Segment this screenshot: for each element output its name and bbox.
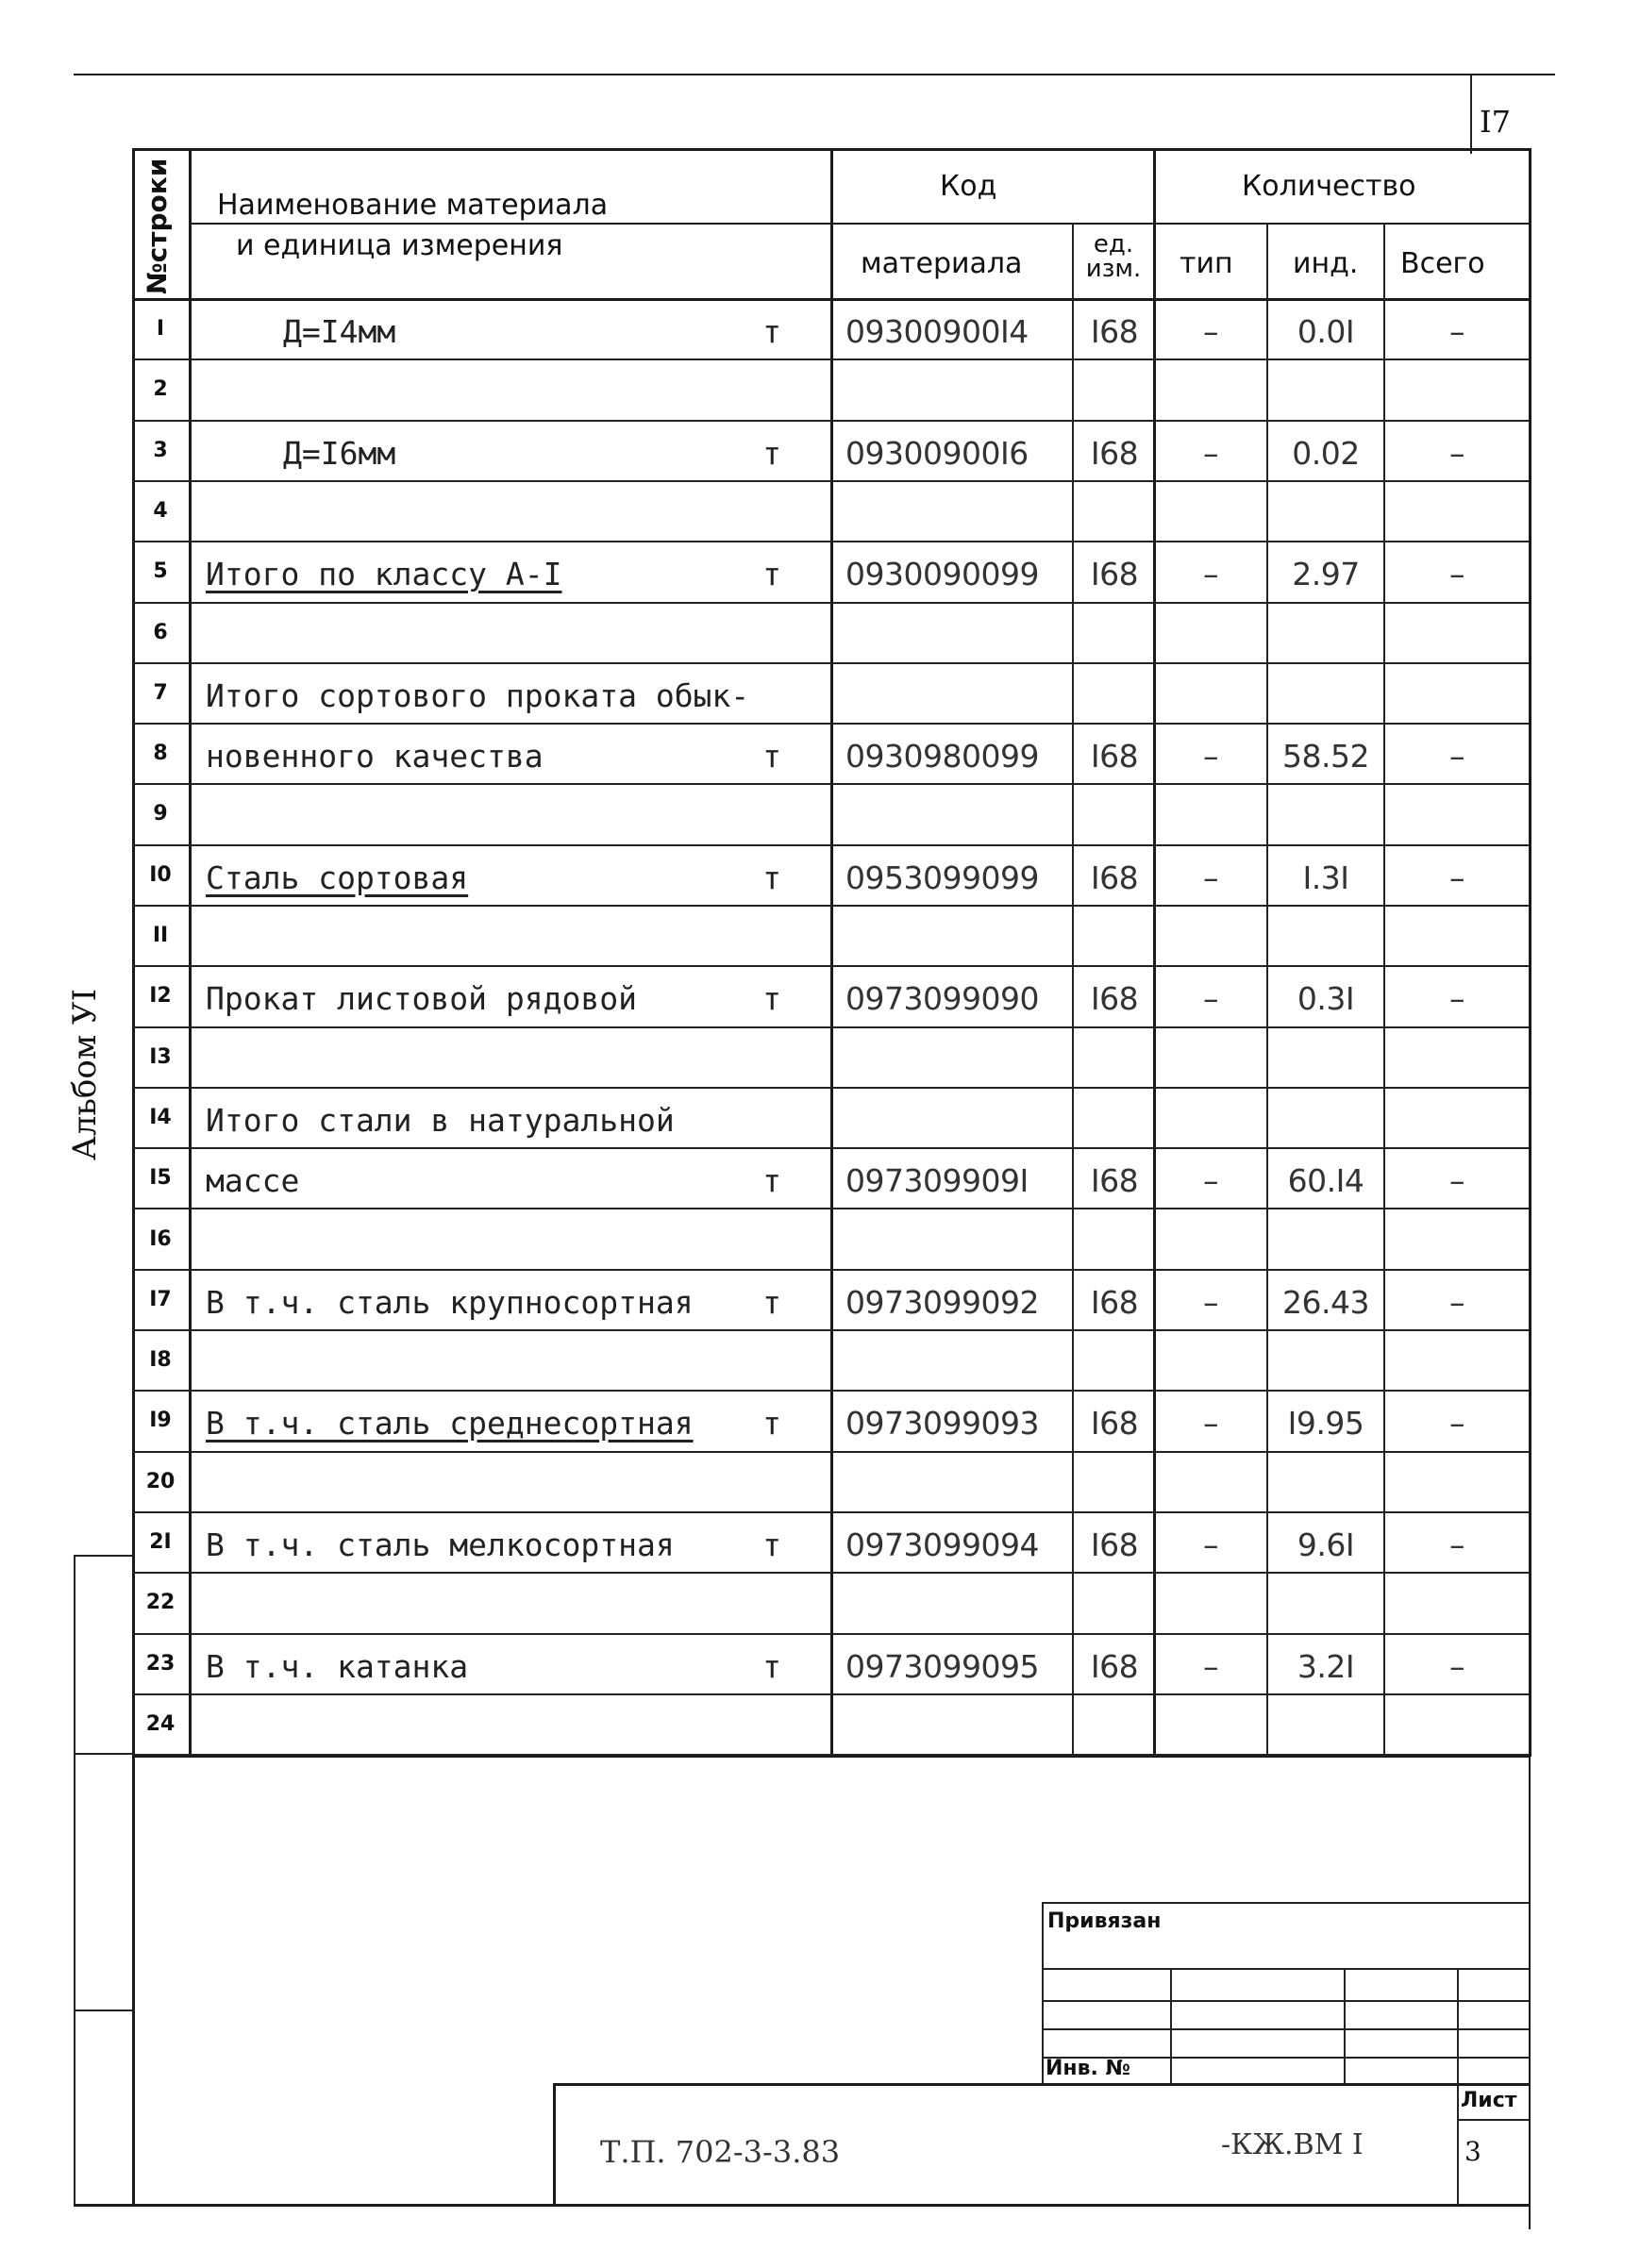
col-line-code [830, 148, 833, 1757]
ind-qty: 58.52 [1282, 738, 1369, 775]
col-line-unit [1072, 223, 1074, 1757]
row-separator [132, 359, 1529, 360]
total-qty: – [1449, 738, 1464, 775]
material-code: 0973099090 [845, 980, 1039, 1017]
side-label: Альбом УI [66, 988, 104, 1160]
header-unit-line1: ед. [1093, 230, 1134, 258]
stamp-row2 [1042, 2000, 1529, 2002]
material-code: 097309909I [845, 1162, 1029, 1199]
material-code: 0973099094 [845, 1526, 1039, 1563]
unit-code: I68 [1090, 313, 1139, 350]
unit-label: т [762, 1284, 781, 1321]
row-number: I6 [149, 1227, 172, 1251]
type-qty: – [1203, 1162, 1218, 1199]
material-code: 0973099093 [845, 1405, 1039, 1442]
row-number: 7 [153, 681, 168, 705]
total-qty: – [1449, 1284, 1464, 1321]
unit-label: т [762, 980, 781, 1017]
material-name: В т.ч. сталь крупносортная [206, 1284, 694, 1321]
unit-label: т [762, 1648, 781, 1685]
unit-label: т [762, 738, 781, 775]
row-separator [132, 1451, 1529, 1453]
ind-qty: I.3I [1302, 859, 1349, 896]
unit-label: т [762, 1405, 781, 1442]
header-ind: инд. [1293, 247, 1359, 280]
total-qty: – [1449, 980, 1464, 1017]
header-unit [1074, 232, 1153, 281]
material-name: Д=I4мм [283, 313, 396, 350]
row-number: 23 [145, 1652, 176, 1676]
total-qty: – [1449, 1162, 1464, 1199]
ind-qty: 3.2I [1297, 1648, 1355, 1685]
material-code: 0973099092 [845, 1284, 1039, 1321]
type-qty: – [1203, 1648, 1218, 1685]
unit-label: т [762, 435, 781, 472]
total-qty: – [1449, 1648, 1464, 1685]
ind-qty: 26.43 [1282, 1284, 1369, 1321]
total-qty: – [1449, 859, 1464, 896]
doc-code: Т.П. 702-3-3.83 [600, 2134, 841, 2170]
row-separator [132, 1572, 1529, 1574]
row-separator [132, 1329, 1529, 1331]
side-strip-div2 [74, 2010, 134, 2011]
row-separator [132, 783, 1529, 785]
sheet-box-mid [1457, 2119, 1529, 2121]
material-name: Итого по классу А-I [206, 556, 562, 592]
type-qty: – [1203, 980, 1218, 1017]
row-number: 5 [153, 559, 168, 583]
unit-label: т [762, 313, 781, 350]
row-separator [132, 541, 1529, 542]
header-total: Всего [1400, 247, 1485, 280]
material-code: 0973099095 [845, 1648, 1039, 1685]
col-line-right [1529, 148, 1531, 1757]
stamp-row1 [1042, 1968, 1529, 1970]
row-separator [132, 420, 1529, 422]
unit-code: I68 [1090, 1162, 1139, 1199]
material-name: В т.ч. сталь мелкосортная [206, 1526, 675, 1563]
row-number: II [152, 924, 169, 947]
total-qty: – [1449, 1526, 1464, 1563]
header-quantity: Количество [1242, 170, 1416, 203]
ind-qty: 0.3I [1297, 980, 1355, 1017]
doc-block-left [553, 2083, 556, 2206]
unit-code: I68 [1090, 435, 1139, 472]
doc-suffix: -КЖ.ВМ I [1221, 2128, 1364, 2161]
bottom-border [74, 2204, 1531, 2207]
row-separator [132, 1693, 1529, 1695]
sheet-label: Лист [1461, 2089, 1517, 2112]
total-qty: – [1449, 556, 1464, 592]
row-number: I3 [149, 1045, 172, 1069]
header-code-material: материала [861, 247, 1023, 280]
row-number: 20 [145, 1470, 176, 1493]
unit-label: т [762, 859, 781, 896]
total-qty: – [1449, 313, 1464, 350]
row-number: 4 [153, 499, 168, 523]
unit-code: I68 [1090, 859, 1139, 896]
ind-qty: I9.95 [1287, 1405, 1364, 1442]
unit-code: I68 [1090, 1284, 1139, 1321]
row-separator [132, 662, 1529, 664]
row-number: I5 [149, 1166, 172, 1190]
unit-label: т [762, 1526, 781, 1563]
row-number: 2I [149, 1530, 172, 1554]
row-number: I0 [149, 863, 172, 887]
row-separator [132, 1269, 1529, 1271]
row-separator [132, 1026, 1529, 1028]
material-code: 09300900I6 [845, 435, 1029, 472]
stamp-inv-no: Инв. № [1046, 2057, 1131, 2080]
stamp-col1 [1170, 1968, 1172, 2085]
row-separator [132, 480, 1529, 482]
unit-label: т [762, 556, 781, 592]
material-name: Итого сортового проката обык- [206, 677, 750, 714]
row-separator [132, 1208, 1529, 1209]
row-separator [132, 1754, 1529, 1756]
row-separator [132, 965, 1529, 967]
material-name: В т.ч. сталь среднесортная [206, 1405, 694, 1442]
row-number: I [156, 317, 165, 341]
doc-block-top [553, 2083, 1529, 2086]
type-qty: – [1203, 1526, 1218, 1563]
row-number: I9 [149, 1409, 172, 1432]
stamp-top [1042, 1902, 1529, 1904]
unit-code: I68 [1090, 738, 1139, 775]
side-strip-div1 [74, 1753, 134, 1755]
row-separator [132, 905, 1529, 907]
row-number: I8 [149, 1348, 172, 1372]
row-separator [132, 1511, 1529, 1513]
row-separator [132, 1390, 1529, 1392]
unit-code: I68 [1090, 1405, 1139, 1442]
row-separator [132, 844, 1529, 846]
header-row-no: №строки [142, 158, 173, 294]
ind-qty: 60.I4 [1287, 1162, 1364, 1199]
ind-qty: 9.6I [1297, 1526, 1355, 1563]
unit-code: I68 [1090, 980, 1139, 1017]
sheet-box-left [1457, 2083, 1459, 2206]
row-number: 2 [153, 377, 168, 401]
unit-code: I68 [1090, 1648, 1139, 1685]
row-number: 9 [153, 802, 168, 825]
header-name-line1: Наименование материала [217, 189, 609, 222]
row-separator [132, 602, 1529, 604]
total-qty: – [1449, 435, 1464, 472]
stamp-row3 [1042, 2028, 1529, 2030]
type-qty: – [1203, 738, 1218, 775]
row-number: 22 [145, 1591, 176, 1614]
material-name: Прокат листовой рядовой [206, 980, 637, 1017]
type-qty: – [1203, 435, 1218, 472]
col-line-name [189, 148, 192, 1757]
material-name: В т.ч. катанка [206, 1648, 469, 1685]
row-separator [132, 723, 1529, 725]
row-number: 8 [153, 742, 168, 765]
col-line-type [1153, 148, 1156, 1757]
col-line-ind [1266, 223, 1268, 1757]
page-number-box-line [1470, 74, 1472, 154]
left-border [132, 149, 135, 2204]
page-number: I7 [1480, 104, 1511, 140]
row-number: I4 [149, 1106, 172, 1129]
stamp-attached: Привязан [1047, 1909, 1162, 1933]
row-number: 24 [145, 1712, 176, 1736]
type-qty: – [1203, 1284, 1218, 1321]
sheet-number: 3 [1464, 2136, 1481, 2167]
total-qty: – [1449, 1405, 1464, 1442]
material-name: новенного качества [206, 738, 544, 775]
row-number: 3 [153, 439, 168, 462]
type-qty: – [1203, 313, 1218, 350]
ind-qty: 2.97 [1292, 556, 1360, 592]
unit-code: I68 [1090, 556, 1139, 592]
row-number: I2 [149, 984, 172, 1008]
row-separator [132, 1087, 1529, 1089]
material-code: 0930980099 [845, 738, 1039, 775]
row-number: I7 [149, 1288, 172, 1311]
ind-qty: 0.0I [1297, 313, 1355, 350]
header-type: тип [1180, 247, 1233, 280]
header-unit-line2: изм. [1085, 255, 1142, 283]
side-strip-left [74, 1555, 75, 2206]
material-name: массе [206, 1162, 300, 1199]
stamp-col2 [1344, 1968, 1346, 2085]
stamp-col3 [1457, 1968, 1459, 2085]
material-code: 0953099099 [845, 859, 1039, 896]
unit-code: I68 [1090, 1526, 1139, 1563]
type-qty: – [1203, 556, 1218, 592]
material-code: 09300900I4 [845, 313, 1029, 350]
material-name: Сталь сортовая [206, 859, 469, 896]
header-mid-line [189, 223, 1529, 225]
material-name: Итого стали в натуральной [206, 1102, 675, 1139]
row-separator [132, 1633, 1529, 1635]
material-name: Д=I6мм [283, 435, 396, 472]
row-number: 6 [153, 621, 168, 644]
header-name-line2: и единица измерения [236, 229, 563, 262]
header-code: Код [940, 170, 997, 203]
ind-qty: 0.02 [1292, 435, 1360, 472]
col-line-total [1383, 223, 1385, 1757]
side-strip-top [74, 1555, 134, 1557]
type-qty: – [1203, 859, 1218, 896]
unit-label: т [762, 1162, 781, 1199]
row-separator [132, 1147, 1529, 1149]
type-qty: – [1203, 1405, 1218, 1442]
material-code: 0930090099 [845, 556, 1039, 592]
top-rule [74, 74, 1555, 75]
